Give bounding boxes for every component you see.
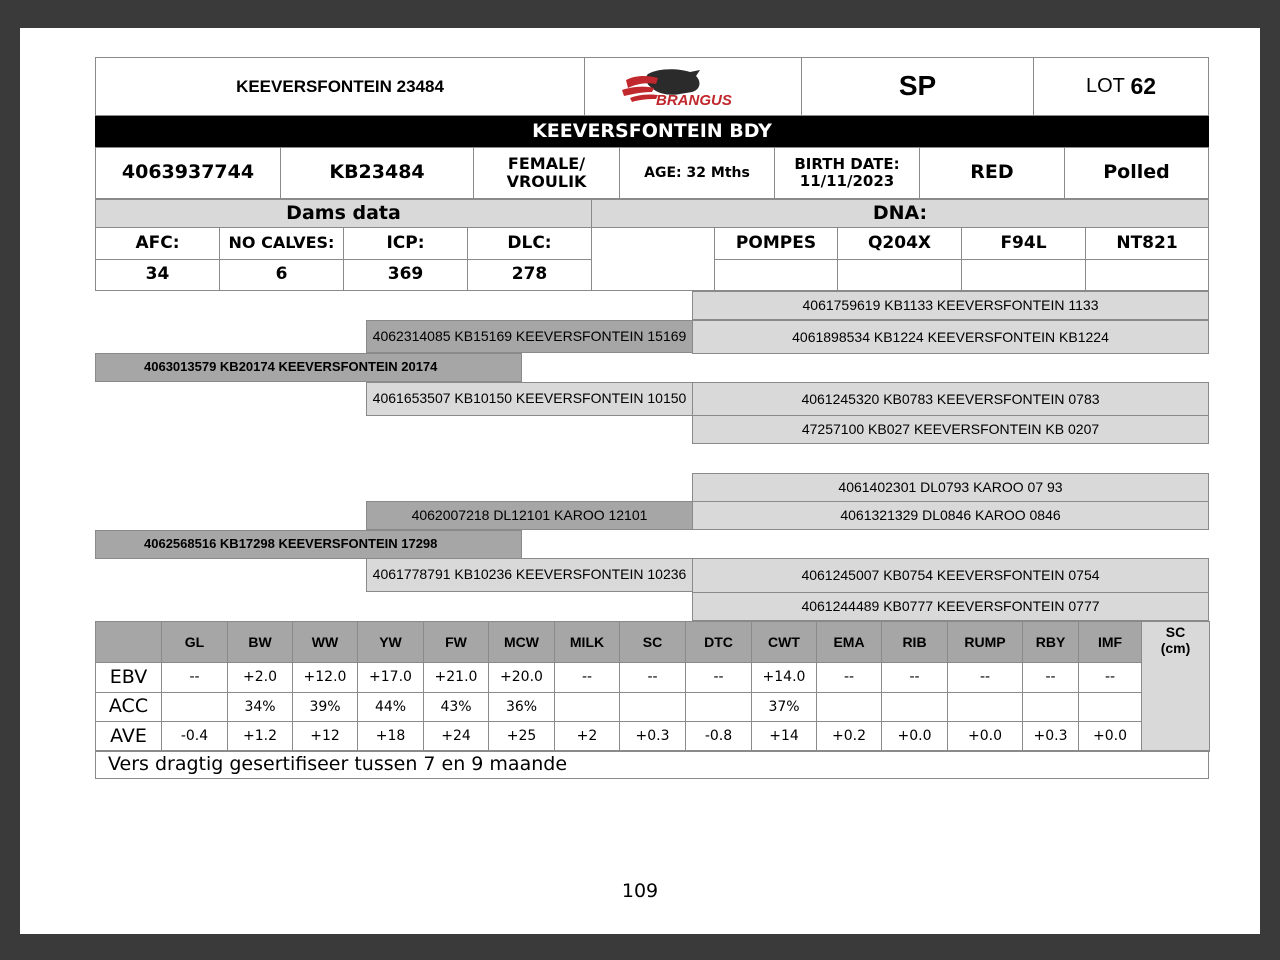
ebv-value-cell: +0.0: [947, 721, 1023, 752]
ebv-value-cell: --: [1022, 662, 1079, 693]
ebv-value-cell: 44%: [357, 692, 424, 722]
ebv-value-cell: --: [619, 662, 686, 693]
dna-nt821-header: NT821: [1085, 227, 1209, 260]
ebv-header-rby: RBY: [1022, 621, 1079, 663]
ebv-value-cell: [816, 692, 882, 722]
ebv-value-cell: +20.0: [488, 662, 555, 693]
ebv-value-cell: +18: [357, 721, 424, 752]
ebv-header-cwt: CWT: [751, 621, 817, 663]
ebv-header-sc: SC: [619, 621, 686, 663]
birth-label: BIRTH DATE:: [794, 154, 900, 173]
pedigree-dam-dam-sire: 4061245007 KB0754 KEEVERSFONTEIN 0754: [692, 558, 1209, 593]
no-calves-value: 6: [219, 259, 344, 291]
category-code: SP: [801, 57, 1034, 116]
ebv-header-ww: WW: [292, 621, 358, 663]
ebv-header-fw: FW: [423, 621, 489, 663]
ebv-value-cell: +12: [292, 721, 358, 752]
ebv-header-mcw: MCW: [488, 621, 555, 663]
animal-sex: [473, 147, 620, 199]
ebv-header-sc-cm: SC (cm): [1141, 621, 1210, 752]
bull-head-icon: [618, 64, 768, 110]
pedigree-sire-sire: 4062314085 KB15169 KEEVERSFONTEIN 15169: [366, 320, 693, 353]
ebv-header-dtc: DTC: [685, 621, 752, 663]
animal-tag: KB23484: [280, 147, 474, 199]
ebv-value-cell: 36%: [488, 692, 555, 722]
ebv-header-gl: GL: [161, 621, 228, 663]
pedigree-dam-dam: 4061778791 KB10236 KEEVERSFONTEIN 10236: [366, 558, 693, 592]
ebv-value-cell: 43%: [423, 692, 489, 722]
ebv-value-cell: --: [161, 662, 228, 693]
pedigree-sire-dam-sire: 4061245320 KB0783 KEEVERSFONTEIN 0783: [692, 382, 1209, 416]
pedigree-sire: 4063013579 KB20174 KEEVERSFONTEIN 20174: [95, 353, 522, 382]
pedigree-sire-dam-dam: 47257100 KB027 KEEVERSFONTEIN KB 0207: [692, 415, 1209, 444]
afc-value: 34: [95, 259, 220, 291]
ebv-value-cell: +21.0: [423, 662, 489, 693]
ebv-value-cell: --: [816, 662, 882, 693]
lot-number: [1033, 57, 1209, 116]
ebv-value-cell: --: [1078, 662, 1142, 693]
ebv-value-cell: +14: [751, 721, 817, 752]
birth-value: 11/11/2023: [799, 172, 895, 190]
animal-name: KEEVERSFONTEIN 23484: [95, 57, 585, 116]
ebv-value-cell: +2: [554, 721, 620, 752]
lot-label: LOT: [1085, 75, 1125, 97]
pedigree-dam-sire: 4062007218 DL12101 KAROO 12101: [366, 501, 693, 530]
ebv-value-cell: +0.3: [619, 721, 686, 752]
animal-color: RED: [919, 147, 1065, 199]
ebv-value-cell: [881, 692, 948, 722]
pedigree-sire-sire-sire: 4061759619 KB1133 KEEVERSFONTEIN 1133: [692, 291, 1209, 320]
dna-q204x-value: [837, 259, 962, 291]
dna-f94l-value: [961, 259, 1086, 291]
ebv-value-cell: 39%: [292, 692, 358, 722]
ebv-row-label-ebv: EBV: [95, 662, 162, 693]
ebv-value-cell: +12.0: [292, 662, 358, 693]
ebv-value-cell: +24: [423, 721, 489, 752]
ebv-value-cell: --: [881, 662, 948, 693]
herd-banner: KEEVERSFONTEIN BDY: [95, 116, 1209, 147]
pedigree-sire-dam: 4061653507 KB10150 KEEVERSFONTEIN 10150: [366, 382, 693, 416]
pedigree-dam-sire-sire: 4061402301 DL0793 KAROO 07 93: [692, 473, 1209, 502]
ebv-value-cell: --: [947, 662, 1023, 693]
icp-value: 369: [343, 259, 468, 291]
ebv-value-cell: +25: [488, 721, 555, 752]
dna-title: DNA:: [591, 199, 1209, 228]
horn-status: Polled: [1064, 147, 1209, 199]
ebv-value-cell: [1022, 692, 1079, 722]
animal-age: AGE: 32 Mths: [619, 147, 775, 199]
dams-data-title: Dams data: [95, 199, 592, 228]
ebv-header-rump: RUMP: [947, 621, 1023, 663]
ebv-header-ema: EMA: [816, 621, 882, 663]
ebv-value-cell: 37%: [751, 692, 817, 722]
lot-value: 62: [1130, 73, 1157, 100]
afc-header: AFC:: [95, 227, 220, 260]
pedigree-dam-sire-dam: 4061321329 DL0846 KAROO 0846: [692, 501, 1209, 530]
ebv-value-cell: -0.4: [161, 721, 228, 752]
brangus-logo: [584, 57, 802, 116]
ebv-value-cell: [554, 692, 620, 722]
dna-f94l-header: F94L: [961, 227, 1086, 260]
ebv-value-cell: -0.8: [685, 721, 752, 752]
ebv-header-milk: MILK: [554, 621, 620, 663]
pedigree-dam-dam-dam: 4061244489 KB0777 KEEVERSFONTEIN 0777: [692, 592, 1209, 621]
ebv-value-cell: 34%: [227, 692, 293, 722]
ebv-value-cell: --: [685, 662, 752, 693]
dna-blank: [591, 227, 715, 291]
pedigree-sire-sire-dam: 4061898534 KB1224 KEEVERSFONTEIN KB1224: [692, 320, 1209, 354]
sex-line1: FEMALE/: [507, 153, 586, 173]
pedigree-dam: 4062568516 KB17298 KEEVERSFONTEIN 17298: [95, 530, 522, 559]
sex-line2: VROULIK: [506, 172, 587, 191]
ebv-header-yw: YW: [357, 621, 424, 663]
dna-nt821-value: [1085, 259, 1209, 291]
ebv-row-label-acc: ACC: [95, 692, 162, 722]
ebv-header-rib: RIB: [881, 621, 948, 663]
ebv-value-cell: [685, 692, 752, 722]
ebv-header-imf: IMF: [1078, 621, 1142, 663]
dna-pompes-header: POMPES: [714, 227, 838, 260]
ebv-value-cell: [161, 692, 228, 722]
dlc-value: 278: [467, 259, 592, 291]
ebv-value-cell: +0.0: [881, 721, 948, 752]
ebv-value-cell: +1.2: [227, 721, 293, 752]
pregnancy-note: Vers dragtig gesertifiseer tussen 7 en 9 maande: [95, 750, 1209, 779]
ebv-value-cell: --: [554, 662, 620, 693]
birth-date: [774, 147, 920, 199]
ebv-value-cell: +17.0: [357, 662, 424, 693]
ebv-value-cell: +0.3: [1022, 721, 1079, 752]
ebv-value-cell: [1078, 692, 1142, 722]
ebv-value-cell: +2.0: [227, 662, 293, 693]
page-number: 109: [621, 880, 659, 902]
logo-text: BRANGUS: [656, 91, 732, 109]
ebv-value-cell: [947, 692, 1023, 722]
dlc-header: DLC:: [467, 227, 592, 260]
animal-id: 4063937744: [95, 147, 281, 199]
ebv-value-cell: +0.0: [1078, 721, 1142, 752]
icp-header: ICP:: [343, 227, 468, 260]
ebv-value-cell: +14.0: [751, 662, 817, 693]
ebv-value-cell: [619, 692, 686, 722]
ebv-value-cell: +0.2: [816, 721, 882, 752]
ebv-row-label-ave: AVE: [95, 721, 162, 752]
ebv-header-bw: BW: [227, 621, 293, 663]
dna-pompes-value: [714, 259, 838, 291]
dna-q204x-header: Q204X: [837, 227, 962, 260]
ebv-corner-cell: [95, 621, 162, 663]
no-calves-header: NO CALVES:: [219, 227, 344, 260]
